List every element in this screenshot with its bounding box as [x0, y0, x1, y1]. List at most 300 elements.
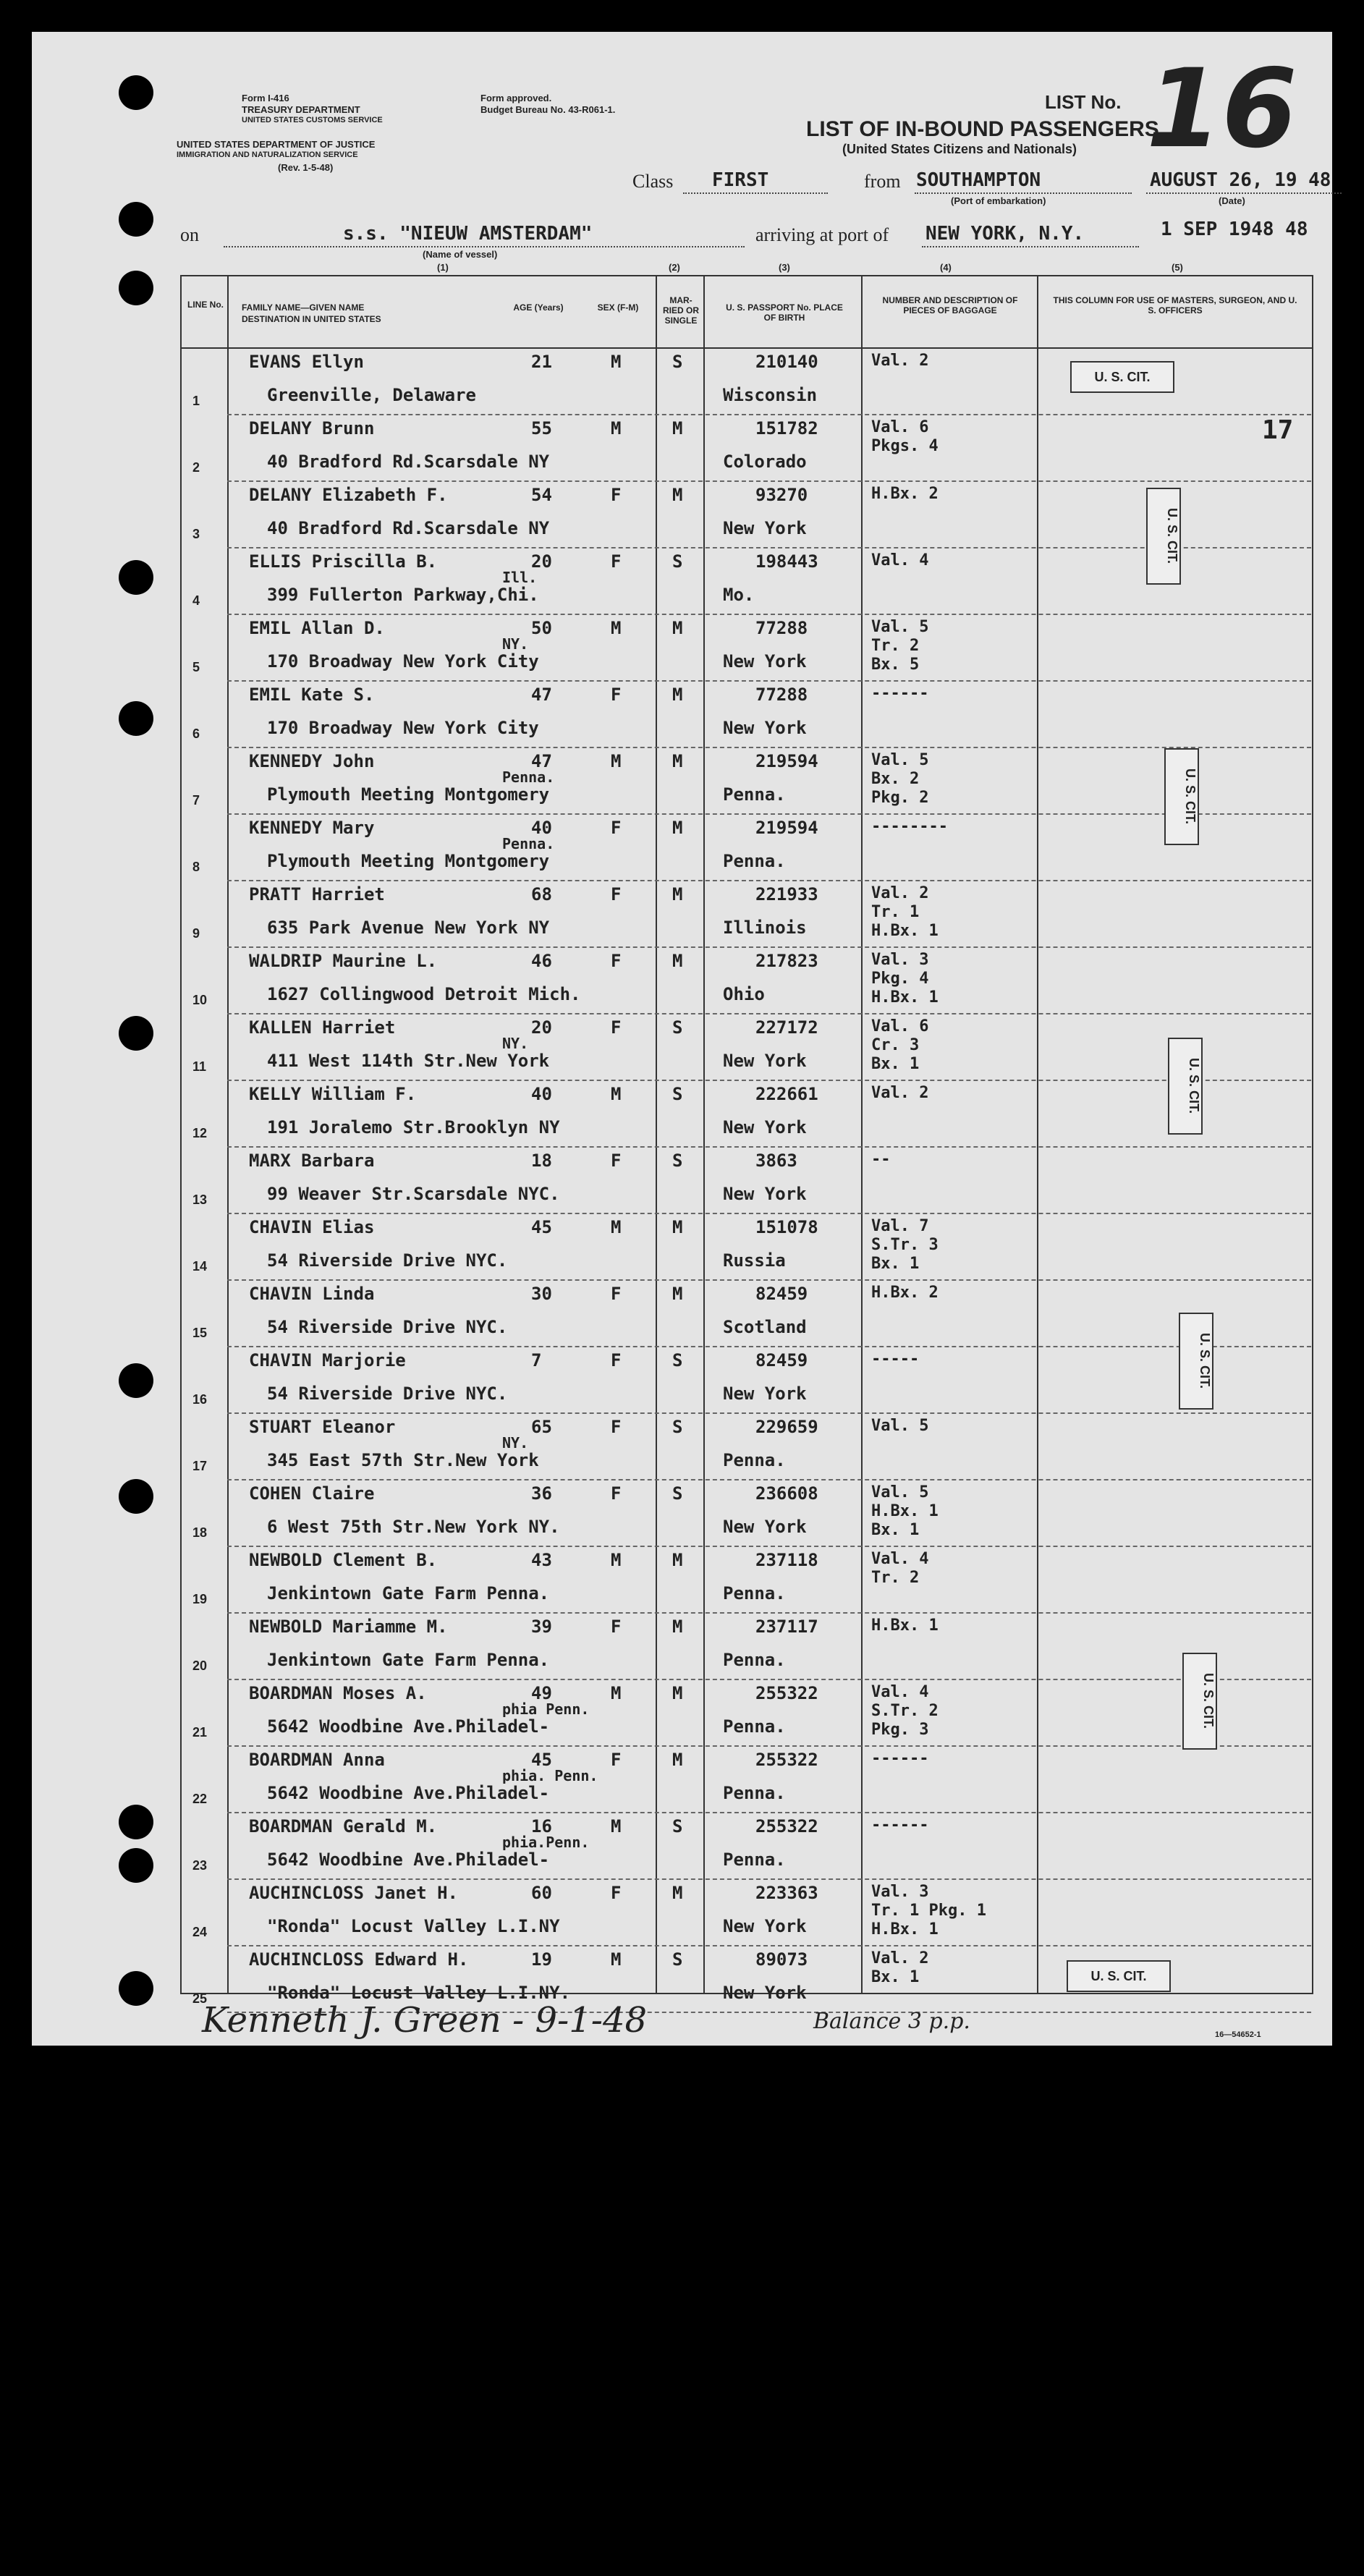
- passenger-name: CHAVIN Linda: [249, 1284, 375, 1304]
- sex: M: [611, 1084, 622, 1104]
- destination: 5642 Woodbine Ave.Philadel-: [267, 1783, 550, 1803]
- passenger-name: ELLIS Priscilla B.: [249, 551, 438, 572]
- passenger-name: NEWBOLD Mariamme M.: [249, 1617, 448, 1637]
- line-number: 11: [192, 1059, 207, 1074]
- us-cit-stamp: U. S. CIT.: [1168, 1038, 1203, 1135]
- passport-number: 222661: [755, 1084, 818, 1104]
- age: 49: [531, 1683, 552, 1703]
- marital-status: M: [672, 418, 683, 438]
- table-row: [32, 1347, 1332, 1414]
- passport-number: 93270: [755, 485, 808, 505]
- sex: M: [611, 1949, 622, 1970]
- passenger-name: BOARDMAN Anna: [249, 1750, 385, 1770]
- baggage-item: ------: [871, 1816, 929, 1834]
- us-cit-stamp: U. S. CIT.: [1179, 1313, 1213, 1410]
- sex: F: [611, 1350, 622, 1370]
- destination: 170 Broadway New York City: [267, 718, 539, 738]
- line-number: 8: [192, 860, 200, 874]
- passport-number: 151782: [755, 418, 818, 438]
- baggage-item: H.Bx. 1: [871, 1617, 939, 1635]
- passport-number: 82459: [755, 1284, 808, 1304]
- manifest-subtitle: (United States Citizens and Nationals): [842, 142, 1077, 156]
- place-of-birth: Colorado: [723, 452, 807, 472]
- marital-status: S: [672, 1816, 683, 1836]
- sex: M: [611, 352, 622, 372]
- age: 39: [531, 1617, 552, 1637]
- passport-number: 89073: [755, 1949, 808, 1970]
- age: 36: [531, 1483, 552, 1504]
- passenger-name: KENNEDY John: [249, 751, 375, 771]
- passport-number: 219594: [755, 751, 818, 771]
- marital-status: S: [672, 551, 683, 572]
- line-number: 10: [192, 993, 208, 1007]
- passport-number: 227172: [755, 1017, 818, 1038]
- sex: F: [611, 1417, 622, 1437]
- passenger-name: BOARDMAN Moses A.: [249, 1683, 427, 1703]
- header-line-no: LINE No.: [187, 300, 224, 310]
- destination: 411 West 114th Str.New York: [267, 1051, 550, 1071]
- line-number: 7: [192, 793, 200, 808]
- line-number: 4: [192, 593, 200, 608]
- place-of-birth: Scotland: [723, 1317, 807, 1337]
- line-number: 19: [192, 1592, 208, 1606]
- annotation: Penna.: [502, 835, 555, 852]
- destination: 170 Broadway New York City: [267, 651, 539, 671]
- marital-status: M: [672, 1883, 683, 1903]
- place-of-birth: Illinois: [723, 918, 807, 938]
- header-baggage: NUMBER AND DESCRIPTION OF PIECES OF BAGGAGE: [882, 295, 1018, 315]
- sex: F: [611, 884, 622, 904]
- sex: F: [611, 1883, 622, 1903]
- marital-status: M: [672, 1617, 683, 1637]
- officer-signature: Kenneth J. Green - 9-1-48: [202, 2000, 648, 2041]
- line-number: 25: [192, 1991, 208, 2006]
- annotation: phia Penn.: [502, 1700, 590, 1718]
- baggage-item: Val. 4: [871, 1683, 929, 1701]
- sex: F: [611, 551, 622, 572]
- baggage-item: H.Bx. 1: [871, 1502, 939, 1520]
- form-code: 16—54652-1: [1215, 2030, 1261, 2039]
- sex: M: [611, 1816, 622, 1836]
- marital-status: M: [672, 1217, 683, 1237]
- table-row: [32, 682, 1332, 748]
- destination: Greenville, Delaware: [267, 385, 476, 405]
- table-row: [32, 1148, 1332, 1214]
- passenger-name: DELANY Elizabeth F.: [249, 485, 448, 505]
- table-row: [32, 1214, 1332, 1281]
- baggage-item: Pkg. 4: [871, 970, 929, 988]
- sex: F: [611, 1284, 622, 1304]
- baggage-item: --: [871, 1151, 891, 1169]
- age: 45: [531, 1750, 552, 1770]
- baggage-item: Bx. 1: [871, 1521, 920, 1539]
- destination: 6 West 75th Str.New York NY.: [267, 1517, 560, 1537]
- passport-number: 219594: [755, 818, 818, 838]
- col-number-2: (2): [669, 262, 680, 273]
- baggage-item: Pkg. 3: [871, 1721, 929, 1739]
- age: 68: [531, 884, 552, 904]
- marital-status: S: [672, 1017, 683, 1038]
- place-of-birth: New York: [723, 718, 807, 738]
- baggage-item: Val. 5: [871, 1483, 929, 1501]
- marital-status: S: [672, 1350, 683, 1370]
- age: 60: [531, 1883, 552, 1903]
- baggage-item: Pkg. 2: [871, 789, 929, 807]
- header-passport: U. S. PASSPORT No. PLACE OF BIRTH: [726, 302, 843, 323]
- port-of-embarkation: SOUTHAMPTON: [916, 169, 1041, 191]
- marital-status: M: [672, 884, 683, 904]
- line-number: 16: [192, 1392, 208, 1407]
- baggage-item: Tr. 2: [871, 1569, 920, 1587]
- table-row: [32, 1014, 1332, 1081]
- line-number: 24: [192, 1925, 208, 1939]
- baggage-item: S.Tr. 3: [871, 1236, 939, 1254]
- place-of-birth: Ohio: [723, 984, 765, 1004]
- passport-number: 255322: [755, 1750, 818, 1770]
- marital-status: M: [672, 618, 683, 638]
- table-row: [32, 548, 1332, 615]
- marital-status: S: [672, 1151, 683, 1171]
- baggage-item: Val. 6: [871, 1017, 929, 1035]
- line-number: 1: [192, 394, 200, 408]
- sex: F: [611, 1750, 622, 1770]
- annotation: NY.: [502, 635, 529, 653]
- age: 45: [531, 1217, 552, 1237]
- baggage-item: H.Bx. 2: [871, 1284, 939, 1302]
- passenger-manifest-page: [32, 32, 1332, 2046]
- sex: M: [611, 618, 622, 638]
- table-row: [32, 1081, 1332, 1148]
- baggage-item: Val. 5: [871, 1417, 929, 1435]
- marital-status: M: [672, 951, 683, 971]
- sex: M: [611, 1217, 622, 1237]
- line-number: 14: [192, 1259, 208, 1274]
- place-of-birth: Penna.: [723, 851, 786, 871]
- header-age: AGE (Years): [513, 302, 564, 313]
- destination: 1627 Collingwood Detroit Mich.: [267, 984, 581, 1004]
- punch-hole: [119, 202, 153, 237]
- table-row: [32, 615, 1332, 682]
- passport-number: 77288: [755, 685, 808, 705]
- place-of-birth: New York: [723, 1117, 807, 1137]
- passenger-name: AUCHINCLOSS Edward H.: [249, 1949, 469, 1970]
- age: 47: [531, 751, 552, 771]
- passport-number: 221933: [755, 884, 818, 904]
- table-row: [32, 881, 1332, 948]
- baggage-item: Val. 5: [871, 618, 929, 636]
- age: 21: [531, 352, 552, 372]
- passport-number: 217823: [755, 951, 818, 971]
- col-number-1: (1): [437, 262, 449, 273]
- destination: 54 Riverside Drive NYC.: [267, 1317, 508, 1337]
- age: 7: [531, 1350, 542, 1370]
- table-row: [32, 1414, 1332, 1480]
- passenger-name: KENNEDY Mary: [249, 818, 375, 838]
- place-of-birth: Penna.: [723, 784, 786, 805]
- arrival-port: NEW YORK, N.Y.: [925, 223, 1085, 245]
- treasury-dept: TREASURY DEPARTMENT: [242, 104, 360, 115]
- passenger-name: DELANY Brunn: [249, 418, 375, 438]
- marital-status: S: [672, 352, 683, 372]
- baggage-item: Val. 3: [871, 1883, 929, 1901]
- baggage-item: Val. 7: [871, 1217, 929, 1235]
- baggage-item: Tr. 2: [871, 637, 920, 655]
- marital-status: M: [672, 751, 683, 771]
- age: 65: [531, 1417, 552, 1437]
- baggage-item: Bx. 1: [871, 1055, 920, 1073]
- line-number: 12: [192, 1126, 208, 1140]
- baggage-item: Val. 3: [871, 951, 929, 969]
- baggage-item: Val. 2: [871, 1949, 929, 1967]
- passport-number: 255322: [755, 1683, 818, 1703]
- baggage-item: Tr. 1: [871, 903, 920, 921]
- passenger-name: NEWBOLD Clement B.: [249, 1550, 438, 1570]
- baggage-item: S.Tr. 2: [871, 1702, 939, 1720]
- age: 18: [531, 1151, 552, 1171]
- age: 19: [531, 1949, 552, 1970]
- line-number: 23: [192, 1858, 208, 1873]
- immigration-service: IMMIGRATION AND NATURALIZATION SERVICE: [177, 151, 358, 159]
- baggage-item: Cr. 3: [871, 1036, 920, 1054]
- us-cit-stamp: U. S. CIT.: [1067, 1960, 1171, 1992]
- annotation: 17: [1262, 415, 1294, 445]
- baggage-item: Bx. 1: [871, 1255, 920, 1273]
- table-row: [32, 415, 1332, 482]
- baggage-item: ------: [871, 1750, 929, 1768]
- passenger-name: KELLY William F.: [249, 1084, 417, 1104]
- vessel-name: s.s. "NIEUW AMSTERDAM": [343, 223, 593, 245]
- table-row: [32, 1813, 1332, 1880]
- destination: 345 East 57th Str.New York: [267, 1450, 539, 1470]
- marital-status: M: [672, 818, 683, 838]
- sailing-date: AUGUST 26, 19 48: [1150, 169, 1331, 191]
- place-of-birth: New York: [723, 1916, 807, 1936]
- header-officers: THIS COLUMN FOR USE OF MASTERS, SURGEON, AND U. S. OFFICERS: [1053, 295, 1297, 315]
- age: 46: [531, 951, 552, 971]
- place-of-birth: New York: [723, 518, 807, 538]
- destination: 40 Bradford Rd.Scarsdale NY: [267, 452, 550, 472]
- passport-number: 229659: [755, 1417, 818, 1437]
- place-of-birth: Penna.: [723, 1850, 786, 1870]
- place-of-birth: Penna.: [723, 1583, 786, 1603]
- annotation: Ill.: [502, 569, 538, 586]
- marital-status: S: [672, 1483, 683, 1504]
- destination: 191 Joralemo Str.Brooklyn NY: [267, 1117, 560, 1137]
- sex: F: [611, 1483, 622, 1504]
- baggage-item: Tr. 1 Pkg. 1: [871, 1902, 986, 1920]
- destination: "Ronda" Locust Valley L.I.NY: [267, 1916, 560, 1936]
- sex: F: [611, 485, 622, 505]
- header-name: FAMILY NAME—GIVEN NAME: [242, 302, 365, 313]
- passenger-name: KALLEN Harriet: [249, 1017, 396, 1038]
- baggage-item: Bx. 1: [871, 1968, 920, 1986]
- passenger-name: PRATT Harriet: [249, 884, 385, 904]
- marital-status: M: [672, 485, 683, 505]
- annotation: NY.: [502, 1434, 529, 1452]
- place-of-birth: Wisconsin: [723, 385, 818, 405]
- passport-number: 236608: [755, 1483, 818, 1504]
- destination: "Ronda" Locust Valley L.I.NY.: [267, 1983, 571, 2003]
- baggage-item: Val. 4: [871, 1550, 929, 1568]
- line-number: 15: [192, 1326, 208, 1340]
- sex: F: [611, 1617, 622, 1637]
- place-of-birth: New York: [723, 1983, 807, 2003]
- arrival-date-stamp: 1 SEP 1948 48: [1161, 219, 1308, 240]
- line-number: 13: [192, 1192, 208, 1207]
- punch-hole: [119, 75, 153, 110]
- baggage-item: H.Bx. 1: [871, 922, 939, 940]
- line-number: 20: [192, 1658, 208, 1673]
- line-number: 5: [192, 660, 200, 674]
- balance-note: Balance 3 p.p.: [813, 2009, 970, 2034]
- destination: Plymouth Meeting Montgomery: [267, 851, 550, 871]
- passenger-name: WALDRIP Maurine L.: [249, 951, 438, 971]
- manifest-title: LIST OF IN-BOUND PASSENGERS: [806, 117, 1159, 141]
- customs-service: UNITED STATES CUSTOMS SERVICE: [242, 116, 383, 124]
- annotation: phia.Penn.: [502, 1834, 590, 1851]
- baggage-item: ------: [871, 685, 929, 703]
- passport-number: 82459: [755, 1350, 808, 1370]
- destination: Jenkintown Gate Farm Penna.: [267, 1650, 550, 1670]
- passenger-name: STUART Eleanor: [249, 1417, 396, 1437]
- marital-status: M: [672, 1750, 683, 1770]
- place-of-birth: New York: [723, 1051, 807, 1071]
- budget-bureau: Budget Bureau No. 43-R061-1.: [480, 104, 616, 115]
- table-row: [32, 1680, 1332, 1747]
- line-number: 21: [192, 1725, 208, 1740]
- marital-status: S: [672, 1949, 683, 1970]
- annotation: Penna.: [502, 768, 555, 786]
- form-number: Form I-416: [242, 93, 289, 103]
- passport-number: 237117: [755, 1617, 818, 1637]
- list-number: 16: [1146, 46, 1297, 172]
- list-no-label: LIST No.: [1045, 91, 1122, 113]
- place-of-birth: Penna.: [723, 1783, 786, 1803]
- date-caption: (Date): [1219, 195, 1245, 206]
- destination: 5642 Woodbine Ave.Philadel-: [267, 1716, 550, 1737]
- passport-number: 210140: [755, 352, 818, 372]
- table-row: [32, 1547, 1332, 1614]
- annotation: phia. Penn.: [502, 1767, 598, 1784]
- line-number: 17: [192, 1459, 208, 1473]
- baggage-item: Val. 2: [871, 1084, 929, 1102]
- us-cit-stamp: U. S. CIT.: [1146, 488, 1181, 585]
- place-of-birth: Penna.: [723, 1650, 786, 1670]
- marital-status: M: [672, 1683, 683, 1703]
- passport-number: 3863: [755, 1151, 797, 1171]
- destination: 5642 Woodbine Ave.Philadel-: [267, 1850, 550, 1870]
- passport-number: 223363: [755, 1883, 818, 1903]
- place-of-birth: New York: [723, 1384, 807, 1404]
- passenger-name: CHAVIN Marjorie: [249, 1350, 406, 1370]
- sex: M: [611, 418, 622, 438]
- age: 30: [531, 1284, 552, 1304]
- class-value: FIRST: [712, 169, 769, 191]
- us-cit-stamp: U. S. CIT.: [1182, 1653, 1217, 1750]
- line-number: 2: [192, 460, 200, 475]
- passenger-name: COHEN Claire: [249, 1483, 375, 1504]
- from-label: from: [864, 171, 901, 192]
- age: 20: [531, 551, 552, 572]
- table-row: [32, 1480, 1332, 1547]
- baggage-item: H.Bx. 2: [871, 485, 939, 503]
- baggage-item: Val. 6: [871, 418, 929, 436]
- place-of-birth: Mo.: [723, 585, 755, 605]
- place-of-birth: Penna.: [723, 1450, 786, 1470]
- marital-status: S: [672, 1084, 683, 1104]
- us-cit-stamp: U. S. CIT.: [1164, 748, 1199, 845]
- table-row: [32, 482, 1332, 548]
- table-row: [32, 748, 1332, 815]
- passport-number: 237118: [755, 1550, 818, 1570]
- table-row: [32, 1880, 1332, 1946]
- place-of-birth: Russia: [723, 1250, 786, 1271]
- age: 54: [531, 485, 552, 505]
- marital-status: M: [672, 685, 683, 705]
- table-row: [32, 1614, 1332, 1680]
- port-caption: (Port of embarkation): [951, 195, 1046, 206]
- age: 43: [531, 1550, 552, 1570]
- age: 55: [531, 418, 552, 438]
- class-label: Class: [632, 171, 674, 192]
- passport-number: 77288: [755, 618, 808, 638]
- sex: F: [611, 818, 622, 838]
- baggage-item: Bx. 5: [871, 656, 920, 674]
- age: 50: [531, 618, 552, 638]
- destination: Jenkintown Gate Farm Penna.: [267, 1583, 550, 1603]
- header-destination: DESTINATION IN UNITED STATES: [242, 314, 381, 324]
- line-number: 3: [192, 527, 200, 541]
- baggage-item: -----: [871, 1350, 920, 1368]
- passport-number: 151078: [755, 1217, 818, 1237]
- passenger-name: EVANS Ellyn: [249, 352, 364, 372]
- sex: F: [611, 1017, 622, 1038]
- baggage-item: H.Bx. 1: [871, 1920, 939, 1939]
- header-married: MAR-RIED OR SINGLE: [662, 295, 699, 326]
- marital-status: S: [672, 1417, 683, 1437]
- table-row: [32, 1281, 1332, 1347]
- destination: 40 Bradford Rd.Scarsdale NY: [267, 518, 550, 538]
- passport-number: 198443: [755, 551, 818, 572]
- revision: (Rev. 1-5-48): [278, 162, 334, 173]
- table-row: [32, 815, 1332, 881]
- justice-dept: UNITED STATES DEPARTMENT OF JUSTICE: [177, 139, 376, 150]
- passenger-name: AUCHINCLOSS Janet H.: [249, 1883, 458, 1903]
- baggage-item: Val. 2: [871, 352, 929, 370]
- line-number: 9: [192, 926, 200, 941]
- marital-status: M: [672, 1550, 683, 1570]
- age: 47: [531, 685, 552, 705]
- on-label: on: [180, 224, 199, 245]
- destination: 54 Riverside Drive NYC.: [267, 1250, 508, 1271]
- line-number: 18: [192, 1525, 208, 1540]
- baggage-item: --------: [871, 818, 948, 836]
- place-of-birth: Penna.: [723, 1716, 786, 1737]
- us-cit-stamp: U. S. CIT.: [1070, 361, 1174, 393]
- place-of-birth: New York: [723, 651, 807, 671]
- destination: Plymouth Meeting Montgomery: [267, 784, 550, 805]
- age: 20: [531, 1017, 552, 1038]
- baggage-item: Val. 5: [871, 751, 929, 769]
- passenger-name: CHAVIN Elias: [249, 1217, 375, 1237]
- baggage-item: Pkgs. 4: [871, 437, 939, 455]
- age: 40: [531, 1084, 552, 1104]
- annotation: NY.: [502, 1035, 529, 1052]
- header-sex: SEX (F-M): [597, 302, 639, 313]
- line-number: 6: [192, 726, 200, 741]
- age: 40: [531, 818, 552, 838]
- passenger-name: MARX Barbara: [249, 1151, 375, 1171]
